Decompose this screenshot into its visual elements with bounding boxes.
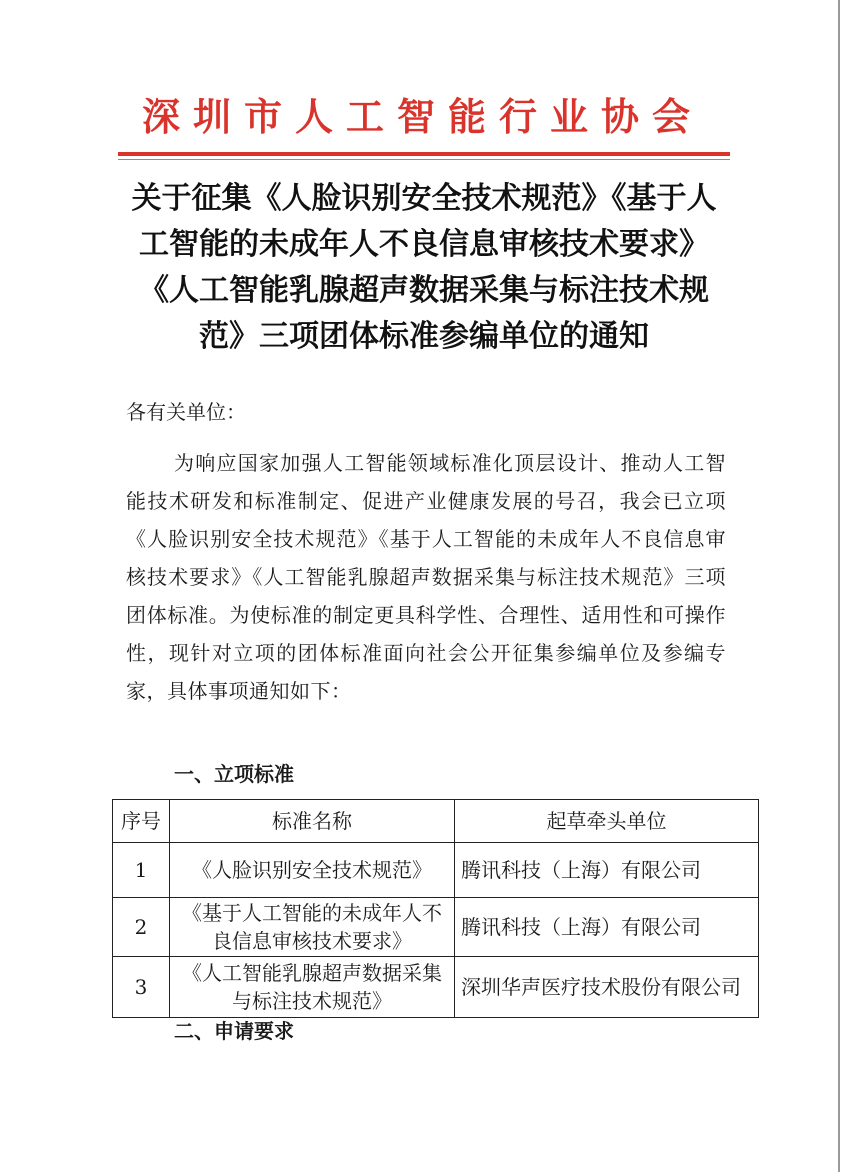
- table-cell-index: 3: [113, 957, 170, 1018]
- table-header-name: 标准名称: [170, 800, 455, 843]
- table-header-index: 序号: [113, 800, 170, 843]
- table-cell-name: 《人工智能乳腺超声数据采集与标注技术规范》: [170, 957, 455, 1018]
- body-paragraph: 为响应国家加强人工智能领域标准化顶层设计、推动人工智能技术研发和标准制定、促进产业健康发展的号召，我会已立项《人脸识别安全技术规范》《基于人工智能的未成年人不良信息审核技术要求》《人工智能乳腺超声数据采集与标注技术规范》三项团体标准。为使标准的制定更具科学性、合理性、适用性和可操作性，现针对立项的团体标准面向社会公开征集参编单位及参编专家，具体事项通知如下：: [126, 451, 726, 703]
- table-cell-unit: 深圳华声医疗技术股份有限公司: [455, 957, 759, 1018]
- table-row: [113, 843, 759, 898]
- page-edge-line: [838, 0, 840, 1172]
- table-cell-unit: 腾讯科技（上海）有限公司: [455, 898, 759, 957]
- table-cell-index: 1: [113, 843, 170, 898]
- letterhead-red-rule-thin: [118, 159, 730, 160]
- table-cell-name: 《人脸识别安全技术规范》: [170, 843, 455, 898]
- table-header-unit: 起草牵头单位: [455, 800, 759, 843]
- letterhead-org-name: 深圳市人工智能行业协会: [141, 95, 703, 139]
- letterhead-red-rule: [118, 152, 730, 156]
- document-title: 关于征集《人脸识别安全技术规范》《基于人工智能的未成年人不良信息审核技术要求》《人工智能乳腺超声数据采集与标注技术规范》三项团体标准参编单位的通知: [131, 181, 717, 354]
- table-row: [113, 957, 759, 1018]
- table-row: [113, 898, 759, 957]
- standards-table: [112, 799, 759, 1018]
- section-heading-requirements: 二、申请要求: [174, 1019, 294, 1043]
- table-cell-unit: 腾讯科技（上海）有限公司: [455, 843, 759, 898]
- table-header-row: [113, 800, 759, 843]
- salutation: 各有关单位：: [126, 400, 246, 424]
- table-cell-name: 《基于人工智能的未成年人不良信息审核技术要求》: [170, 898, 455, 957]
- table-cell-index: 2: [113, 898, 170, 957]
- section-heading-standards: 一、立项标准: [174, 762, 294, 786]
